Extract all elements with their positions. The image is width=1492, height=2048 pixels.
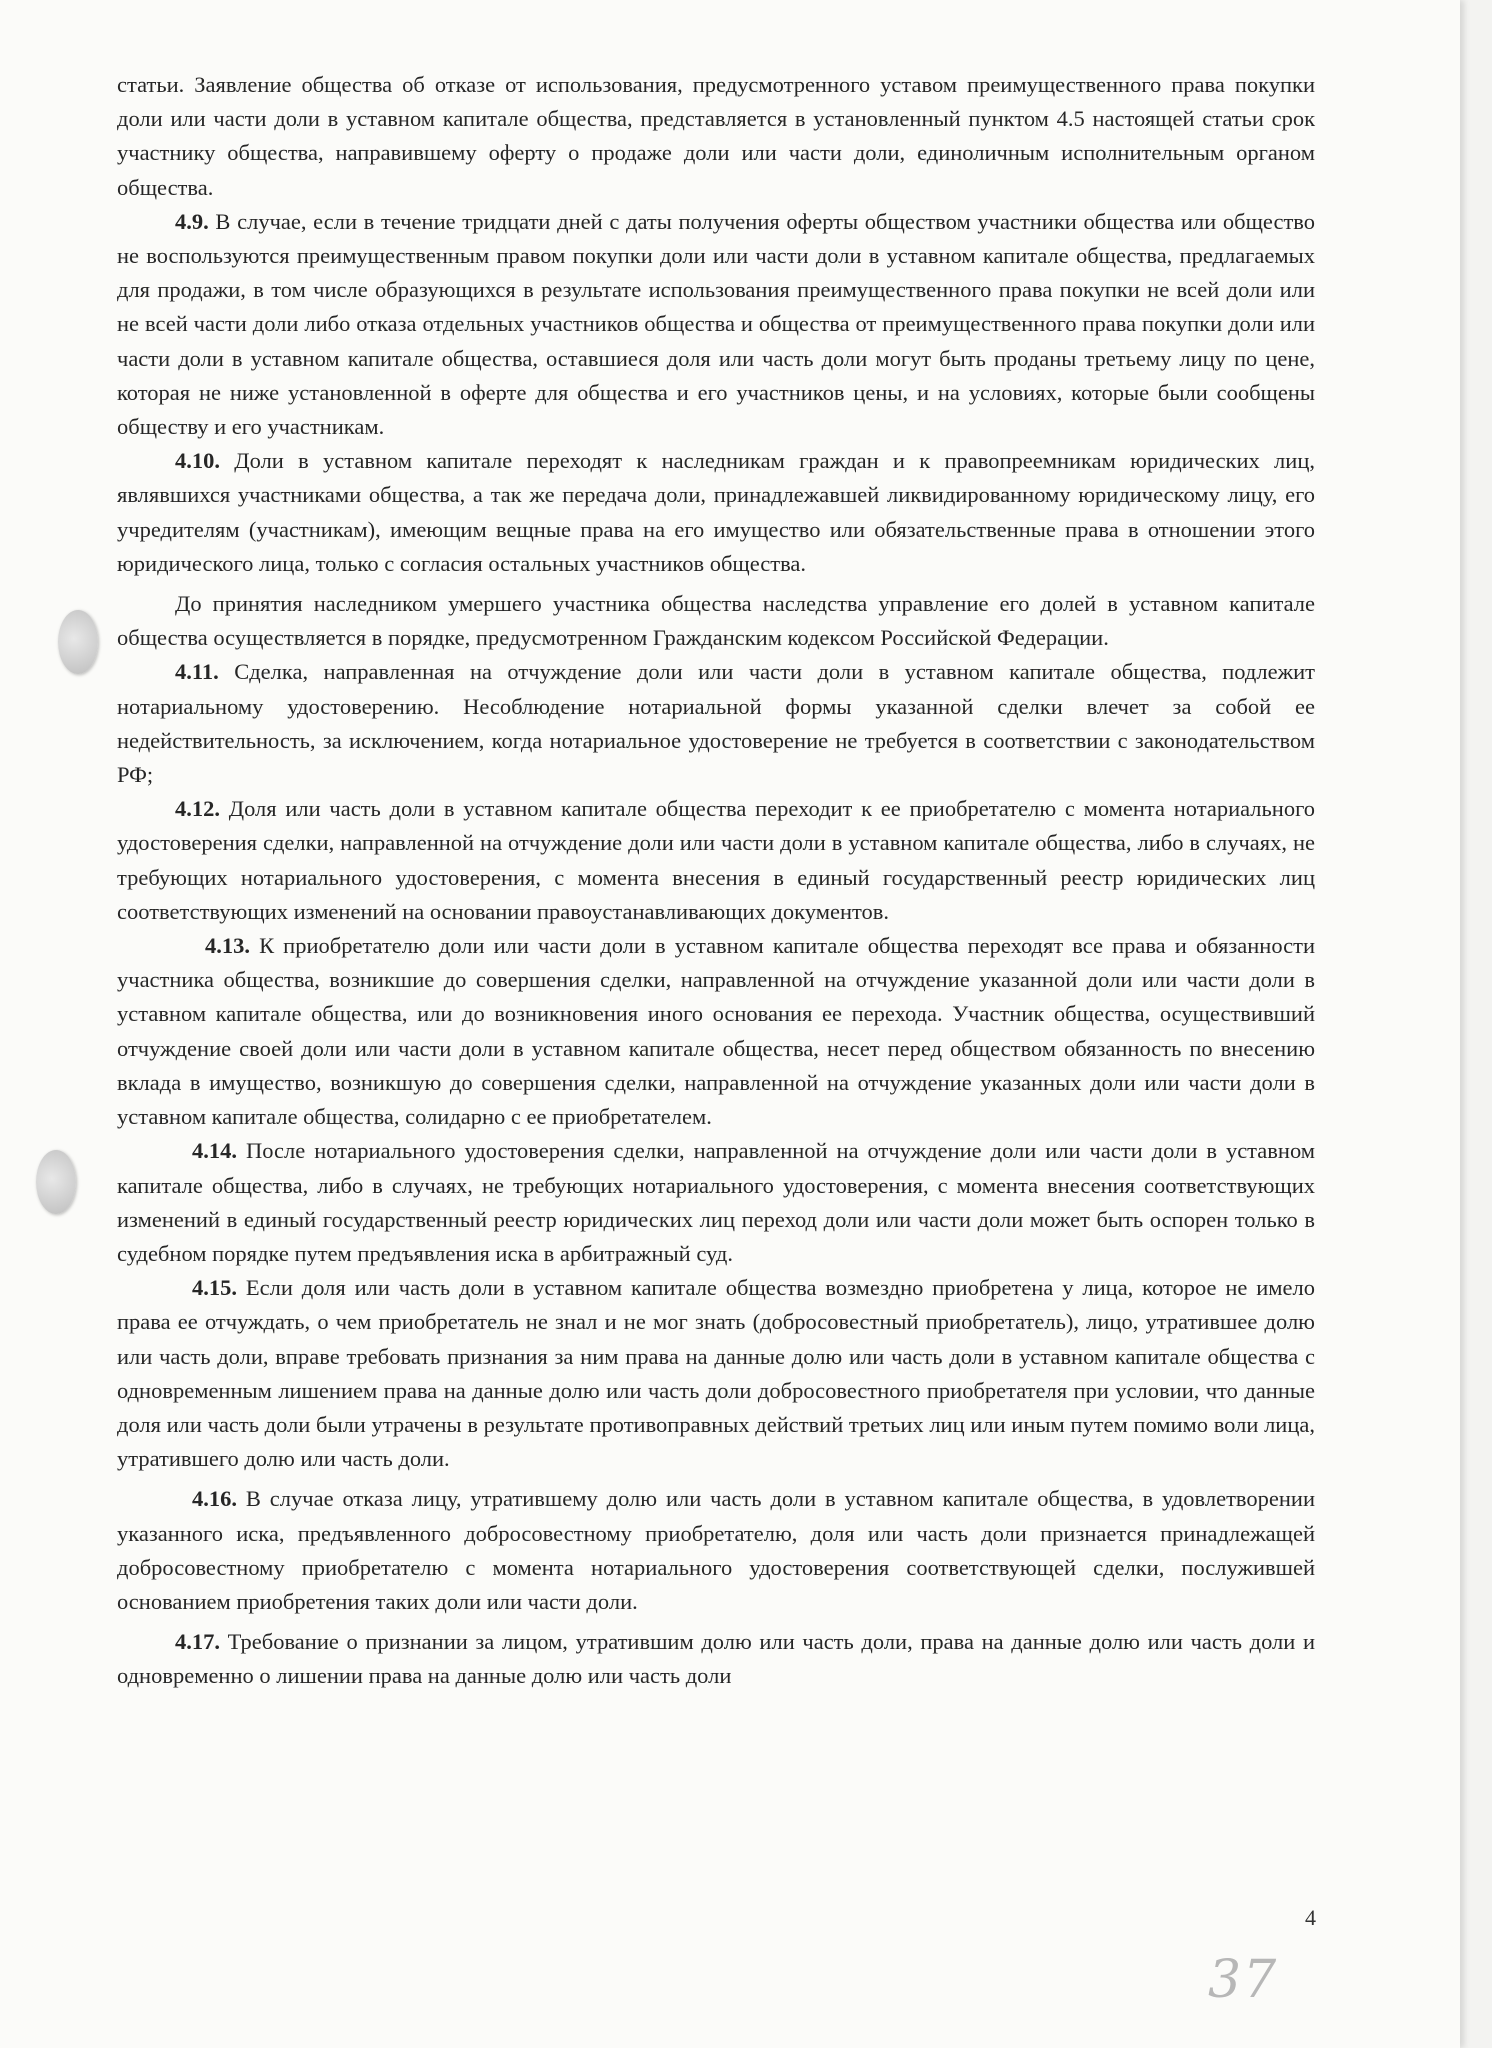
paragraph-4-14 — [117, 1134, 1315, 1271]
paragraph-inheritance — [117, 587, 1315, 655]
punch-hole — [36, 1150, 76, 1214]
paragraph-4-12 — [117, 792, 1315, 929]
document-body — [117, 68, 1315, 1694]
paragraph-text: статьи. Заявление общества об отказе от использования, предусмотренного уставом преимущественного права покупки доли или части доли в уставном капитале общества, представляется в установленный пунктом 4.5 настоящей статьи срок участнику общества, направившему оферту о продаже доли или части доли, единоличным исполнительным органом общества. — [117, 72, 1315, 200]
paragraph-4-17 — [117, 1625, 1315, 1693]
paragraph-4-16 — [117, 1482, 1315, 1619]
paragraph-text: Сделка, направленная на отчуждение доли или части доли в уставном капитале общества, подлежит нотариальному удостоверению. Несоблюдение нотариальной формы указанной сделки влечет за собой ее недействительность, за исключением, когда нотариальное удостоверение не требуется в соответствии с законодательством РФ; — [117, 659, 1315, 788]
paragraph-text: Требование о признании за лицом, утратившим долю или часть доли, права на данные долю или часть доли и одновременно о лишении права на данные долю или часть доли — [117, 1629, 1315, 1689]
paragraph-4-15 — [117, 1271, 1315, 1476]
paragraph-4-13 — [117, 929, 1315, 1134]
paragraph-text: Доля или часть доли в уставном капитале общества переходит к ее приобретателю с момента нотариального удостоверения сделки, направленной на отчуждение доли или части доли в уставном капитале общества, либо в случаях, не требующих нотариального удостоверения, с момента внесения в единый государственный реестр юридических лиц соответствующих изменений на основании правоустанавливающих документов. — [117, 796, 1315, 924]
paragraph-4-10 — [117, 444, 1315, 581]
clause-number: 4.14. — [192, 1138, 237, 1164]
paragraph-text: Доли в уставном капитале переходят к наследникам граждан и к правопреемникам юридических лиц, являвшихся участниками общества, а так же передача доли, принадлежавшей ликвидированному юридическому лицу, его учредителям (участникам), имеющим вещные права на его имущество или обязательственные права в отношении этого юридического лица, только с согласия остальных участников общества. — [117, 448, 1315, 576]
paragraph-text: К приобретателю доли или части доли в уставном капитале общества переходят все права и обязанности участника общества, возникшие до совершения сделки, направленной на отчуждение указанной доли или части доли в уставном капитале общества, или до возникновения иного основания ее перехода. Участник общества, осуществивший отчуждение своей доли или части доли в уставном капитале общества, несет перед обществом обязанность по внесению вклада в имущество, возникшую до совершения сделки, направленной на отчуждение указанных доли или части доли в уставном капитале общества, солидарно с ее приобретателем. — [117, 933, 1315, 1130]
paragraph-text: Если доля или часть доли в уставном капитале общества возмездно приобретена у лица, которое не имело права ее отчуждать, о чем приобретатель не знал и не мог знать (добросовестный приобретатель), лицо, утратившее долю или часть доли, вправе требовать признания за ним права на данные долю или часть доли в уставном капитале общества с одновременным лишением права на данные долю или часть доли добросовестного приобретателя при условии, что данные доля или часть доли были утрачены в результате противоправных действий третьих лиц или иным путем помимо воли лица, утратившего долю или часть доли. — [117, 1275, 1315, 1472]
clause-number: 4.10. — [175, 448, 220, 474]
page-number: 4 — [1305, 1905, 1316, 1930]
clause-number: 4.15. — [192, 1275, 237, 1301]
clause-number: 4.12. — [175, 796, 220, 822]
clause-number: 4.11. — [175, 659, 219, 685]
clause-number: 4.16. — [192, 1486, 237, 1512]
punch-hole — [58, 610, 98, 674]
paragraph-text: В случае отказа лицу, утратившему долю или часть доли в уставном капитале общества, в удовлетворении указанного иска, предъявленного добросовестному приобретателю, доля или часть доли признается принадлежащей добросовестному приобретателю с момента нотариального удостоверения соответствующей сделки, послужившей основанием приобретения таких доли или части доли. — [117, 1486, 1315, 1614]
handwritten-sheet-number: 37 — [1208, 1950, 1279, 2010]
paragraph-4-8-continuation — [117, 68, 1315, 205]
paragraph-text: До принятия наследником умершего участника общества наследства управление его долей в уставном капитале общества осуществляется в порядке, предусмотренном Гражданским кодексом Российской Федерации. — [117, 591, 1315, 651]
clause-number: 4.9. — [175, 208, 209, 234]
clause-number: 4.17. — [175, 1629, 220, 1655]
clause-number: 4.13. — [205, 933, 250, 959]
paragraph-text: После нотариального удостоверения сделки, направленной на отчуждение доли или части доли в уставном капитале общества, либо в случаях, не требующих нотариального удостоверения, с момента внесения соответствующих изменений в единый государственный реестр юридических лиц переход доли или части доли может быть оспорен только в судебном порядке путем предъявления иска в арбитражный суд. — [117, 1138, 1315, 1266]
paragraph-text: В случае, если в течение тридцати дней с даты получения оферты обществом участники общества или общество не воспользуются преимущественным правом покупки доли или части доли в уставном капитале общества, предлагаемых для продажи, в том числе образующихся в результате использования преимущественного права покупки не всей доли или не всей части доли либо отказа отдельных участников общества и общества от преимущественного права покупки доли или части доли в уставном капитале общества, оставшиеся доля или часть доли могут быть проданы третьему лицу по цене, которая не ниже установленной в оферте для общества и его участников цены, и на условиях, которые были сообщены обществу и его участникам. — [117, 208, 1315, 440]
paragraph-4-11 — [117, 655, 1315, 792]
paragraph-4-9 — [117, 205, 1315, 444]
